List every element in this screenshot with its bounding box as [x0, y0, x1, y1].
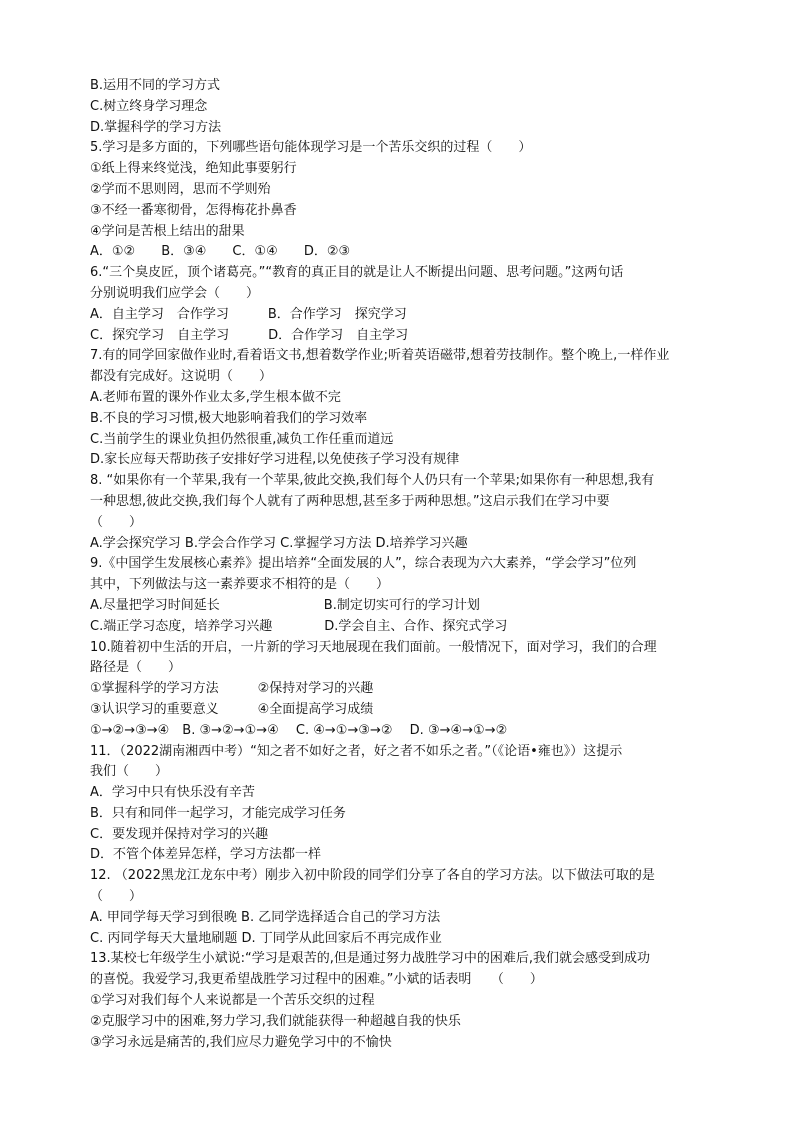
question-5-stem: 5.学习是多方面的，下列哪些语句能体现学习是一个苦乐交织的过程（ ） — [90, 140, 532, 156]
option-b-q4: B.运用不同的学习方式 — [90, 78, 221, 93]
question-8-stem-line3: （ ） — [90, 514, 143, 530]
options-cd-q6: C．探究学习 自主学习 D．合作学习 自主学习 — [90, 327, 409, 343]
question-6-stem-line2: 分别说明我们应学会（ ） — [90, 285, 260, 301]
option-c-q11: C．要发现并保持对学习的兴趣 — [90, 826, 269, 842]
question-8-stem-line2: 一种思想,彼此交换,我们每个人就有了两种思想,甚至多于两种思想。”这启示我们在学习中要 — [90, 493, 610, 509]
statements-34-q10: ③认识学习的重要意义 ④全面提高学习成绩 — [90, 701, 374, 717]
question-7-stem-line1: 7.有的同学回家做作业时,看着语文书,想着数学作业;听着英语磁带,想着劳技制作。整个晚上,一样作业 — [90, 348, 670, 364]
question-7-stem-line2: 都没有完成好。这说明（ ） — [90, 369, 273, 385]
statements-12-q10: ①掌握科学的学习方法 ②保持对学习的兴趣 — [90, 681, 374, 697]
statement-4-q5: ④学问是苦根上结出的甜果 — [90, 223, 245, 239]
statement-3-q5: ③不经一番寒彻骨，怎得梅花扑鼻香 — [90, 202, 297, 218]
option-d-q7: D.家长应每天帮助孩子安排好学习进程,以免使孩子学习没有规律 — [90, 452, 460, 468]
question-8-stem-line1: 8. “如果你有一个苹果,我有一个苹果,彼此交换,我们每个人仍只有一个苹果;如果你有一种思想,我有 — [90, 473, 655, 489]
option-b-q11: B．只有和同伴一起学习，才能完成学习任务 — [90, 805, 346, 821]
option-b-q7: B.不良的学习习惯,极大地影响着我们的学习效率 — [90, 410, 368, 426]
option-a-q7: A.老师布置的课外作业太多,学生根本做不完 — [90, 389, 341, 405]
question-12-stem-line1: 12. （2022黑龙江龙东中考）刚步入初中阶段的同学们分享了各自的学习方法。以下做法可取的是 — [90, 868, 655, 884]
statement-2-q13: ②克服学习中的困难,努力学习,我们就能获得一种超越自我的快乐 — [90, 1013, 461, 1029]
options-q5: A．①② B．③④ C．①④ D．②③ — [90, 244, 351, 260]
options-ab-q6: A．自主学习 合作学习 B．合作学习 探究学习 — [90, 306, 407, 322]
option-c-q4: C.树立终身学习理念 — [90, 98, 208, 114]
options-q8: A.学会探究学习 B.学会合作学习 C.掌握学习方法 D.培养学习兴趣 — [90, 535, 468, 551]
question-12-stem-line2: （ ） — [90, 889, 143, 905]
options-q10: ①→②→③→④ B. ③→②→①→④ C. ④→①→③→② D. ③→④→①→② — [90, 722, 508, 738]
question-11-stem-line2: 我们（ ） — [90, 764, 169, 780]
options-ab-q12: A. 甲同学每天学习到很晚 B. 乙同学选择适合自己的学习方法 — [90, 909, 441, 925]
question-13-stem-line1: 13.某校七年级学生小斌说:“学习是艰苦的,但是通过努力战胜学习中的困难后,我们就会感受到成功 — [90, 951, 651, 967]
options-cd-q12: C. 丙同学每天大量地刷题 D. 丁同学从此回家后不再完成作业 — [90, 930, 442, 946]
option-c-q7: C.当前学生的课业负担仍然很重,减负工作任重而道远 — [90, 431, 394, 447]
document-page — [90, 76, 710, 1053]
question-13-stem-line2: 的喜悦。我爱学习,我更希望战胜学习过程中的困难。”小斌的话表明 （ ） — [90, 972, 543, 988]
question-10-stem-line1: 10.随着初中生活的开启，一片新的学习天地展现在我们面前。一般情况下，面对学习，我们的合理 — [90, 639, 657, 655]
option-d-q11: D．不管个体差异怎样，学习方法都一样 — [90, 847, 322, 863]
statement-1-q13: ①学习对我们每个人来说都是一个苦乐交织的过程 — [90, 993, 375, 1009]
question-10-stem-line2: 路径是（ ） — [90, 660, 182, 676]
question-11-stem-line1: 11．（2022湖南湘西中考）“知之者不如好之者，好之者不如乐之者。”（《论语•雍也》）这提示 — [90, 743, 623, 759]
statement-3-q13: ③学习永远是痛苦的,我们应尽力避免学习中的不愉快 — [90, 1034, 392, 1050]
option-a-q11: A．学习中只有快乐没有辛苦 — [90, 785, 255, 801]
option-d-q4: D.掌握科学的学习方法 — [90, 119, 222, 135]
question-6-stem-line1: 6.“三个臭皮匠，顶个诸葛亮。”“教育的真正目的就是让人不断提出问题、思考问题。”这两句话 — [90, 265, 624, 281]
question-9-stem-line1: 9.《中国学生发展核心素养》提出培养“全面发展的人”，综合表现为六大素养，“学会学习”位列 — [90, 556, 637, 572]
statement-1-q5: ①纸上得来终觉浅，绝知此事要躬行 — [90, 161, 297, 177]
question-9-stem-line2: 其中，下列做法与这一素养要求不相符的是（ ） — [90, 577, 390, 593]
options-cd-q9: C.端正学习态度，培养学习兴趣 D.学会自主、合作、探究式学习 — [90, 618, 508, 634]
statement-2-q5: ②学而不思则罔，思而不学则殆 — [90, 181, 271, 197]
options-ab-q9: A.尽量把学习时间延长 B.制定切实可行的学习计划 — [90, 597, 480, 613]
